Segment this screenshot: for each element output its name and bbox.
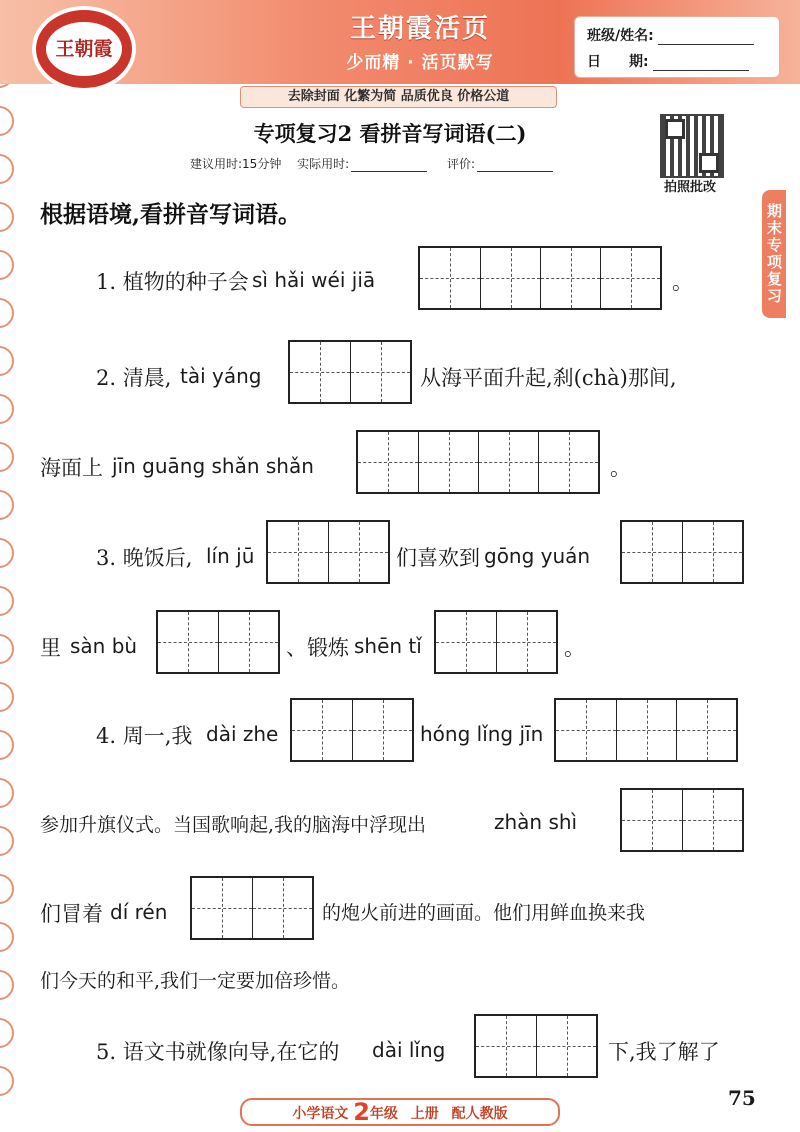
grid-cell[interactable] [540, 248, 600, 308]
grid-cell[interactable] [536, 1016, 596, 1076]
qr-code-icon[interactable] [660, 114, 724, 178]
grid-cell[interactable] [352, 700, 412, 760]
q1-end: 。 [672, 270, 693, 294]
qr-label: 拍照批改 [663, 180, 716, 195]
q5-pinyin: dài lǐng [372, 1038, 446, 1062]
footer-volume: 上册 [410, 1106, 439, 1122]
page-number: 75 [728, 1086, 756, 1110]
grid-cell[interactable] [418, 432, 478, 492]
q4-answer-grid-2[interactable] [554, 698, 738, 762]
q1-pinyin: sì hǎi wéi jiā [252, 268, 376, 292]
q5-after: 下,我了解了 [608, 1040, 720, 1064]
q4-line3-text: 们冒着 [40, 902, 103, 926]
grid-cell[interactable] [600, 248, 660, 308]
grid-cell[interactable] [218, 612, 278, 672]
q3-line2-mid: 、锻炼 [286, 636, 349, 660]
grid-cell[interactable] [682, 522, 742, 582]
footer-grade-number: 2 [353, 1098, 370, 1126]
q4-line3-after: 的炮火前进的画面。他们用鲜血换来我 [322, 902, 646, 924]
grid-cell[interactable] [478, 432, 538, 492]
q3-text: 3. 晚饭后, [96, 546, 193, 570]
grid-cell[interactable] [268, 522, 328, 582]
rating-field[interactable] [477, 159, 553, 172]
grid-cell[interactable] [252, 878, 312, 938]
q3-line2-text: 里 [40, 636, 61, 660]
q4-pinyin-2: hóng lǐng jīn [420, 722, 544, 746]
grid-cell[interactable] [676, 700, 736, 760]
logo-text: 王朝霞 [46, 22, 122, 76]
q3-answer-grid-2[interactable] [620, 520, 744, 584]
q5-text: 5. 语文书就像向导,在它的 [96, 1040, 340, 1064]
grid-cell[interactable] [480, 248, 540, 308]
date-field[interactable] [653, 56, 749, 71]
actual-time-field[interactable] [351, 159, 427, 172]
grid-cell[interactable] [292, 700, 352, 760]
q2-line2-text: 海面上 [40, 456, 103, 480]
class-name-field[interactable] [658, 30, 754, 45]
grid-cell[interactable] [350, 342, 410, 402]
q4-text: 4. 周一,我 [96, 724, 193, 748]
brand-tagline: 去除封面 化繁为简 品质优良 价格公道 [240, 86, 557, 108]
actual-time-label: 实际用时: [297, 157, 350, 171]
date-label: 日 期: [587, 54, 649, 70]
grid-cell[interactable] [496, 612, 556, 672]
q3-pinyin-2: gōng yuán [484, 544, 591, 568]
grid-cell[interactable] [622, 522, 682, 582]
q3-mid: 们喜欢到 [396, 546, 480, 570]
side-section-tab: 期末专项复习 [762, 190, 786, 318]
class-name-row [587, 25, 754, 45]
suggested-time: 建议用时:15分钟 [190, 157, 282, 171]
q3-line2-pinyin: sàn bù [70, 634, 138, 658]
q4-line2-pinyin: zhàn shì [494, 810, 578, 834]
time-meta [190, 155, 569, 172]
grid-cell[interactable] [358, 432, 418, 492]
brand-logo [36, 10, 132, 88]
grid-cell[interactable] [538, 432, 598, 492]
instruction: 根据语境,看拼音写词语。 [40, 201, 302, 228]
q3-answer-grid-1[interactable] [266, 520, 390, 584]
q4-pinyin: dài zhe [206, 722, 279, 746]
exercise-title: 专项复习2 看拼音写词语(二) [253, 121, 527, 146]
q2-answer-grid[interactable] [288, 340, 412, 404]
q4-line4-text: 们今天的和平,我们一定要加倍珍惜。 [40, 970, 351, 992]
grid-cell[interactable] [290, 342, 350, 402]
q3-pinyin: lín jū [206, 544, 255, 568]
q4-answer-grid-1[interactable] [290, 698, 414, 762]
q3-answer-grid-3[interactable] [156, 610, 280, 674]
grid-cell[interactable] [158, 612, 218, 672]
grid-cell[interactable] [682, 790, 742, 850]
q3-answer-grid-4[interactable] [434, 610, 558, 674]
student-info-card [574, 16, 780, 78]
class-name-label: 班级/姓名: [587, 28, 654, 44]
footer-subject: 小学语文 [292, 1106, 349, 1122]
q3-line2-pinyin-2: shēn tǐ [354, 634, 422, 658]
q2-pinyin: tài yáng [180, 364, 262, 388]
brand-title: 王朝霞活页 [349, 14, 490, 44]
q5-answer-grid[interactable] [474, 1014, 598, 1078]
q1-answer-grid[interactable] [418, 246, 662, 310]
q4-answer-grid-3[interactable] [620, 788, 744, 852]
grid-cell[interactable] [622, 790, 682, 850]
grid-cell[interactable] [616, 700, 676, 760]
q2-line2-pinyin: jīn guāng shǎn shǎn [112, 454, 314, 478]
q4-line2-text: 参加升旗仪式。当国歌响起,我的脑海中浮现出 [40, 814, 427, 836]
grid-cell[interactable] [192, 878, 252, 938]
q4-answer-grid-4[interactable] [190, 876, 314, 940]
grid-cell[interactable] [436, 612, 496, 672]
grid-cell[interactable] [328, 522, 388, 582]
q3-line2-end: 。 [564, 636, 585, 660]
scalloped-border [0, 0, 22, 1132]
rating-label: 评价: [447, 157, 476, 171]
grid-cell[interactable] [420, 248, 480, 308]
grid-cell[interactable] [556, 700, 616, 760]
q4-line3-pinyin: dí rén [110, 900, 168, 924]
q2-line2-answer-grid[interactable] [356, 430, 600, 494]
footer-grade: 年级 [369, 1106, 398, 1122]
date-row [587, 51, 749, 71]
brand-slogan: 少而精 · 活页默写 [346, 53, 494, 73]
q2-after: 从海平面升起,刹(chà)那间, [420, 366, 677, 390]
q2-line2-end: 。 [610, 456, 631, 480]
q1-text: 1. 植物的种子会 [96, 270, 249, 294]
grid-cell[interactable] [476, 1016, 536, 1076]
q2-text: 2. 清晨, [96, 366, 172, 390]
footer-badge [240, 1098, 560, 1126]
footer-edition: 配人教版 [451, 1106, 508, 1122]
